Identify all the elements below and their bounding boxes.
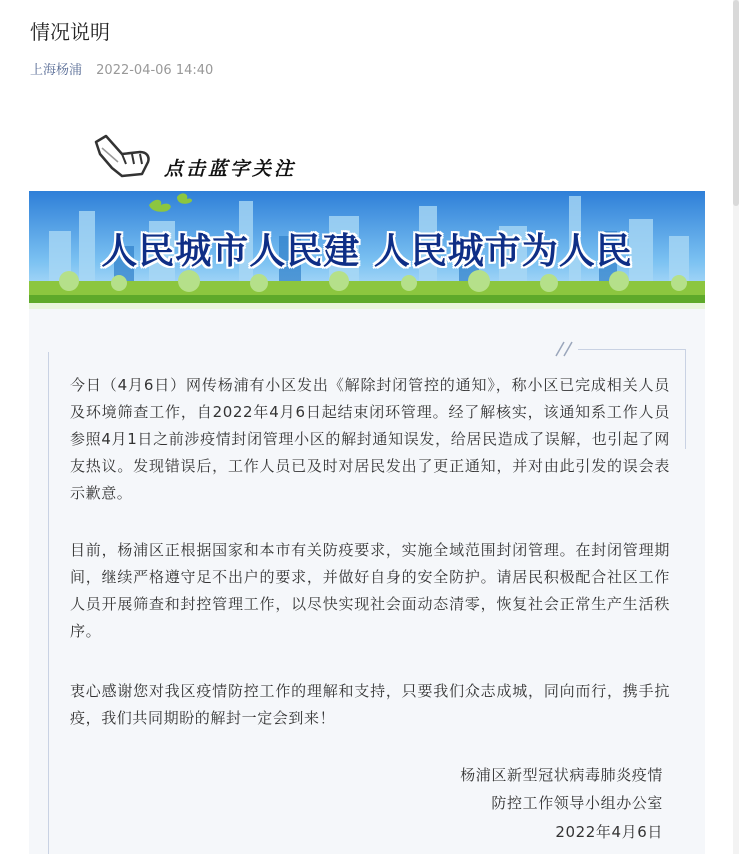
frame-line-right bbox=[685, 349, 686, 449]
signature-org-line1: 杨浦区新型冠状病毒肺炎疫情 bbox=[460, 766, 663, 784]
follow-prompt[interactable] bbox=[92, 132, 362, 184]
body-paragraph: 目前，杨浦区正根据国家和本市有关防疫要求，实施全域范围封闭管理。在封闭管理期间，继续严格遵守足不出户的要求，并做好自身的安全防护。请居民积极配合社区工作人员开展筛查和封控管理工作，以尽快实现社会面动态清零，恢复社会正常生产生活秩序。 bbox=[70, 541, 670, 640]
scrollbar-thumb[interactable] bbox=[733, 0, 739, 206]
article-title: 情况说明 bbox=[30, 20, 110, 44]
body-paragraph: 今日（4月6日）网传杨浦有小区发出《解除封闭管控的通知》，称小区已完成相关人员及环境筛查工作，自2022年4月6日起结束闭环管理。经了解核实，该通知系工作人员参照4月1日之前涉疫情封闭管理小区的解封通知误发，给居民造成了误解，也引起了网友热议。发现错误后，工作人员已及时对居民发出了更正通知，并对由此引发的误会表示歉意。 bbox=[70, 376, 670, 502]
frame-line-left bbox=[48, 352, 49, 854]
scrollbar[interactable] bbox=[733, 0, 739, 854]
publish-date: 2022-04-06 14:40 bbox=[96, 63, 214, 78]
article-meta bbox=[30, 59, 213, 78]
signature-date: 2022年4月6日 bbox=[555, 823, 663, 841]
double-slash-icon bbox=[554, 340, 576, 362]
source-account-link[interactable]: 上海杨浦 bbox=[30, 63, 83, 78]
signature-org-line2: 防控工作领导小组办公室 bbox=[491, 794, 663, 812]
follow-text: 点击蓝字关注 bbox=[164, 158, 297, 180]
frame-line-top bbox=[578, 349, 686, 350]
hero-banner bbox=[29, 191, 705, 309]
hand-pointer-icon bbox=[92, 134, 154, 184]
banner-slogan: 人民城市人民建 人民城市为人民 bbox=[101, 231, 633, 272]
body-paragraph: 衷心感谢您对我区疫情防控工作的理解和支持，只要我们众志成城，同向而行，携手抗疫，我们共同期盼的解封一定会到来！ bbox=[70, 682, 670, 727]
